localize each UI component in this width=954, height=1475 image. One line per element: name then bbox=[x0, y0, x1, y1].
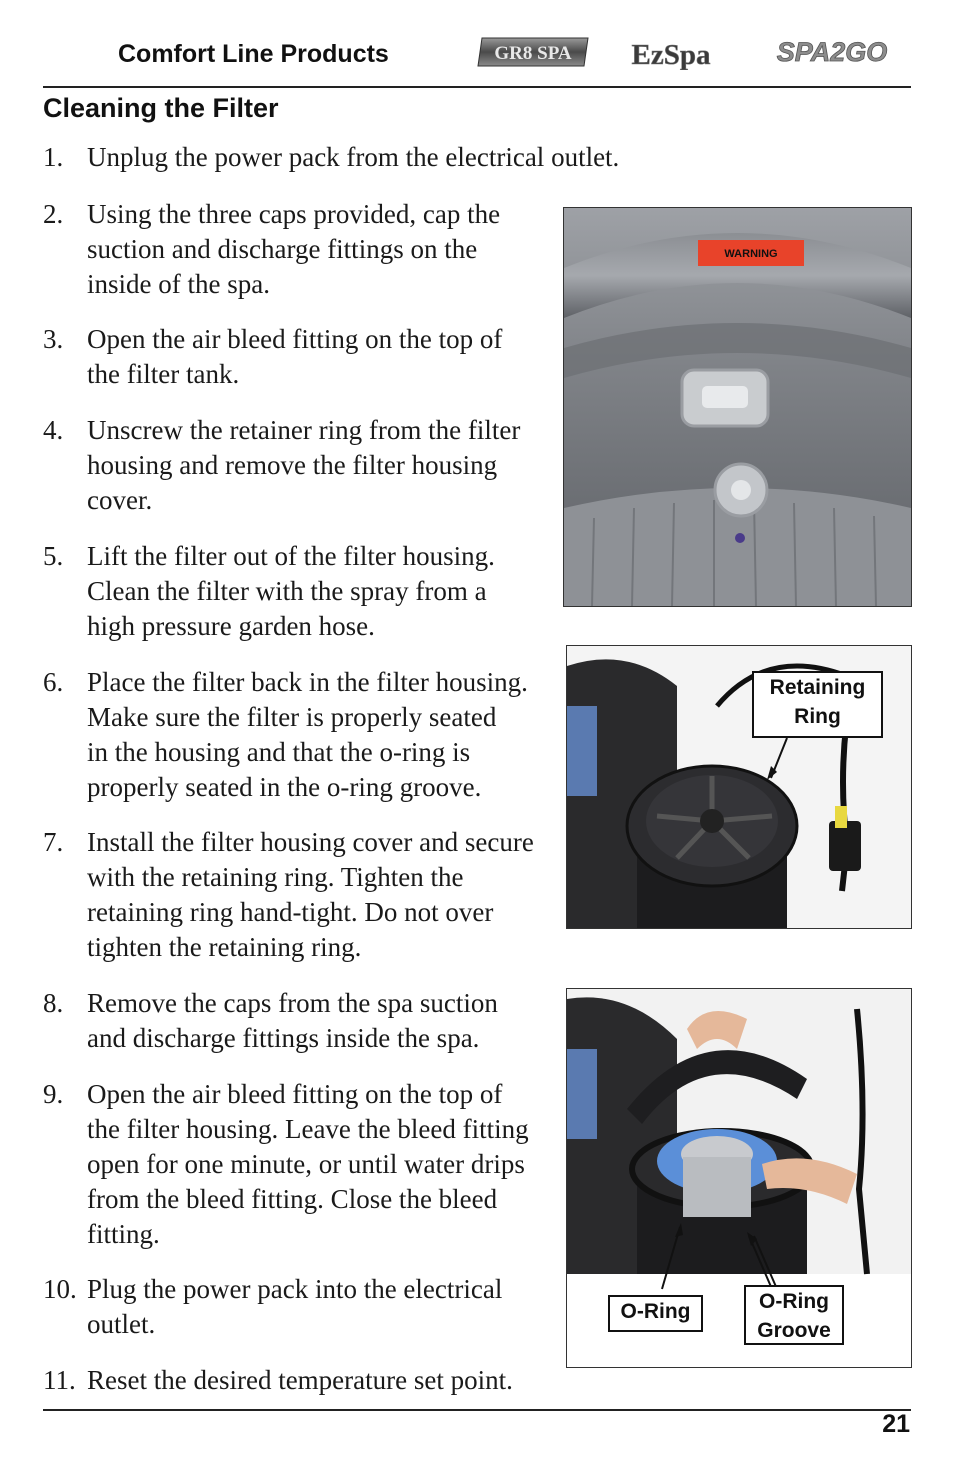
step-line: open for one minute, or until water drips bbox=[87, 1149, 525, 1179]
step-line: Open the air bleed fitting on the top of bbox=[87, 1079, 503, 1109]
step-line: Open the air bleed fitting on the top of bbox=[87, 324, 503, 354]
step-text bbox=[87, 413, 520, 518]
svg-text:WARNING: WARNING bbox=[724, 248, 778, 260]
step-line: Reset the desired temperature set point. bbox=[87, 1365, 513, 1395]
step-line: tighten the retaining ring. bbox=[87, 932, 362, 962]
step-line: Clean the filter with the spray from a bbox=[87, 576, 487, 606]
step-text bbox=[87, 1272, 502, 1342]
step-text bbox=[87, 1077, 529, 1252]
header-rule bbox=[43, 86, 911, 88]
ezspa-logo bbox=[626, 34, 716, 70]
svg-text:EzSpa: EzSpa bbox=[631, 39, 711, 70]
step-line: Unplug the power pack from the electrical outlet. bbox=[87, 142, 620, 172]
retaining-ring-callout: Retaining Ring bbox=[752, 671, 883, 738]
step-text bbox=[87, 539, 495, 644]
step-number: 2. bbox=[43, 199, 64, 229]
step-text bbox=[87, 665, 528, 805]
step-line: properly seated in the o-ring groove. bbox=[87, 772, 482, 802]
step-line: with the retaining ring. Tighten the bbox=[87, 862, 464, 892]
step-line: housing and remove the filter housing bbox=[87, 450, 498, 480]
step-line: in the housing and that the o-ring is bbox=[87, 737, 471, 767]
step-text bbox=[87, 1363, 513, 1398]
step-number: 1. bbox=[43, 142, 64, 172]
spa-interior-photo bbox=[563, 207, 912, 607]
step-line: outlet. bbox=[87, 1309, 156, 1339]
o-ring-groove-callout: O-Ring Groove bbox=[744, 1285, 844, 1345]
step-line: Lift the filter out of the filter housing. bbox=[87, 541, 495, 571]
step-text bbox=[87, 825, 534, 965]
step-line: and discharge fittings inside the spa. bbox=[87, 1023, 480, 1053]
step-number: 3. bbox=[43, 324, 64, 354]
footer-rule bbox=[43, 1409, 911, 1411]
header-title: Comfort Line Products bbox=[118, 40, 389, 68]
step-line: high pressure garden hose. bbox=[87, 611, 375, 641]
step-number: 6. bbox=[43, 667, 64, 697]
page-number: 21 bbox=[882, 1410, 910, 1438]
step-line: Place the filter back in the filter housing. bbox=[87, 667, 528, 697]
step-line: retaining ring hand-tight. Do not over bbox=[87, 897, 494, 927]
step-line: inside of the spa. bbox=[87, 269, 270, 299]
step-number: 7. bbox=[43, 827, 64, 857]
step-number: 9. bbox=[43, 1079, 64, 1109]
step-line: Unscrew the retainer ring from the filter bbox=[87, 415, 521, 445]
step-number: 10. bbox=[43, 1274, 77, 1304]
step-line: Install the filter housing cover and secure bbox=[87, 827, 534, 857]
step-number: 11. bbox=[43, 1365, 76, 1395]
step-line: suction and discharge fittings on the bbox=[87, 234, 478, 264]
step-line: the filter housing. Leave the bleed fitting bbox=[87, 1114, 529, 1144]
step-line: Using the three caps provided, cap the bbox=[87, 199, 501, 229]
step-line: fitting. bbox=[87, 1219, 160, 1249]
gr8-spa-logo bbox=[476, 34, 594, 70]
section-title: Cleaning the Filter bbox=[43, 93, 279, 123]
step-text bbox=[87, 986, 498, 1056]
svg-text:SPA2GO: SPA2GO bbox=[776, 37, 888, 67]
step-line: from the bleed fitting. Close the bleed bbox=[87, 1184, 498, 1214]
step-number: 8. bbox=[43, 988, 64, 1018]
step-line: Make sure the filter is properly seated bbox=[87, 702, 497, 732]
step-line: Plug the power pack into the electrical bbox=[87, 1274, 503, 1304]
spa2go-logo bbox=[752, 34, 912, 70]
step-line: Remove the caps from the spa suction bbox=[87, 988, 498, 1018]
o-ring-callout: O-Ring bbox=[608, 1295, 703, 1332]
step-text bbox=[87, 322, 502, 392]
step-text bbox=[87, 140, 619, 175]
step-number: 5. bbox=[43, 541, 64, 571]
step-line: cover. bbox=[87, 485, 153, 515]
svg-text:GR8 SPA: GR8 SPA bbox=[494, 43, 572, 64]
step-text bbox=[87, 197, 500, 302]
step-number: 4. bbox=[43, 415, 64, 445]
step-line: the filter tank. bbox=[87, 359, 240, 389]
